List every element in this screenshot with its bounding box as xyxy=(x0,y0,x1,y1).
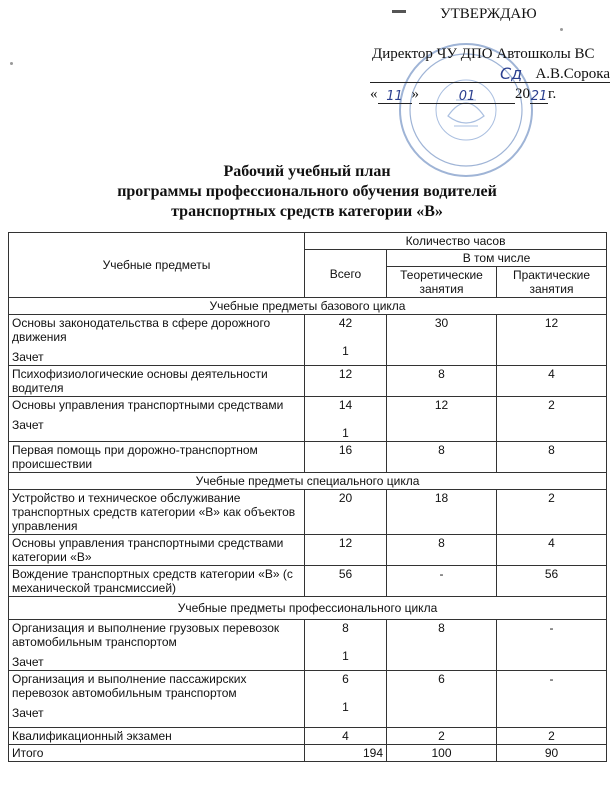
totals-label: Итого xyxy=(9,745,305,762)
table-row xyxy=(9,566,607,597)
practice-cell: 2 xyxy=(497,397,607,442)
practice-cell: 2 xyxy=(497,728,607,745)
header-subjects: Учебные предметы xyxy=(9,233,305,298)
total-value: 42 xyxy=(338,316,353,330)
credit-value: 1 xyxy=(342,344,349,358)
scan-dot xyxy=(10,62,13,65)
title-line-2: программы профессионального обучения водителей xyxy=(117,183,497,200)
practice-cell: 8 xyxy=(497,442,607,473)
section-row xyxy=(9,473,607,490)
practice-cell: 56 xyxy=(497,566,607,597)
date-year-unit: г. xyxy=(548,86,557,102)
theory-cell: 30 xyxy=(387,315,497,366)
scan-dot xyxy=(560,28,563,31)
title-line-1: Рабочий учебный план xyxy=(223,163,391,180)
totals-theory: 100 xyxy=(387,745,497,762)
handwritten-signature: Сд xyxy=(500,64,523,83)
total-cell: 12 xyxy=(305,535,387,566)
theory-cell: 12 xyxy=(387,397,497,442)
total-cell xyxy=(305,671,387,728)
approval-date: « 11 » 01 2021г. xyxy=(370,86,557,104)
document-title xyxy=(0,162,614,222)
subject-cell xyxy=(9,315,305,366)
theory-cell: 8 xyxy=(387,366,497,397)
header-hours: Количество часов xyxy=(305,233,607,250)
subject-cell xyxy=(9,671,305,728)
subject-cell xyxy=(9,397,305,442)
subject-cell: Вождение транспортных средств категории «В» (с механической трансмиссией) xyxy=(9,566,305,597)
credit-value: 1 xyxy=(342,649,349,663)
subject-cell: Устройство и техническое обслуживание транспортных средств категории «В» как объектов управления xyxy=(9,490,305,535)
totals-row xyxy=(9,745,607,762)
section-professional: Учебные предметы профессионального цикла xyxy=(9,597,607,620)
total-value: 6 xyxy=(342,672,349,686)
credit-label: Зачет xyxy=(12,350,44,364)
practice-cell: - xyxy=(497,620,607,671)
total-cell xyxy=(305,315,387,366)
scan-mark xyxy=(392,10,406,13)
subject-cell: Первая помощь при дорожно-транспортном происшествии xyxy=(9,442,305,473)
theory-cell: 8 xyxy=(387,442,497,473)
date-month: 01 xyxy=(419,87,515,104)
table-row xyxy=(9,397,607,442)
total-cell: 56 xyxy=(305,566,387,597)
approval-word: УТВЕРЖДАЮ xyxy=(440,6,537,22)
practice-cell: 2 xyxy=(497,490,607,535)
header-theory: Теоретические занятия xyxy=(387,267,497,298)
credit-value: 1 xyxy=(342,426,349,440)
subject-cell: Квалификационный экзамен xyxy=(9,728,305,745)
subject-name: Организация и выполнение пассажирских перевозок автомобильным транспортом xyxy=(12,672,247,700)
credit-value: 1 xyxy=(342,700,349,714)
total-cell: 4 xyxy=(305,728,387,745)
practice-cell: 4 xyxy=(497,535,607,566)
credit-label: Зачет xyxy=(12,418,44,432)
subject-cell: Основы управления транспортными средствами категории «В» xyxy=(9,535,305,566)
table-row xyxy=(9,366,607,397)
total-cell: 12 xyxy=(305,366,387,397)
practice-cell: 12 xyxy=(497,315,607,366)
theory-cell: 8 xyxy=(387,535,497,566)
subject-cell: Психофизиологические основы деятельности водителя xyxy=(9,366,305,397)
header-row xyxy=(9,233,607,250)
theory-cell: 18 xyxy=(387,490,497,535)
practice-cell: 4 xyxy=(497,366,607,397)
section-row xyxy=(9,597,607,620)
table-row xyxy=(9,315,607,366)
subject-cell xyxy=(9,620,305,671)
signature-line xyxy=(370,64,610,83)
total-value: 8 xyxy=(342,621,349,635)
credit-label: Зачет xyxy=(12,655,44,669)
date-day: 11 xyxy=(378,87,412,104)
theory-cell: - xyxy=(387,566,497,597)
title-line-3: транспортных средств категории «В» xyxy=(171,203,443,220)
date-year-prefix: 20 xyxy=(515,86,530,102)
table-row xyxy=(9,671,607,728)
total-cell: 20 xyxy=(305,490,387,535)
table-row xyxy=(9,442,607,473)
header-including: В том числе xyxy=(387,250,607,267)
total-cell xyxy=(305,620,387,671)
credit-label: Зачет xyxy=(12,706,44,720)
signer-name: А.В.Сорока xyxy=(535,66,610,82)
section-row xyxy=(9,298,607,315)
totals-practice: 90 xyxy=(497,745,607,762)
table-row xyxy=(9,728,607,745)
subject-name: Организация и выполнение грузовых перевозок автомобильным транспортом xyxy=(12,621,280,649)
totals-total: 194 xyxy=(305,745,387,762)
subject-name: Основы законодательства в сфере дорожного движения xyxy=(12,316,271,344)
practice-cell: - xyxy=(497,671,607,728)
subject-name: Основы управления транспортными средствами xyxy=(12,398,284,412)
table-row xyxy=(9,620,607,671)
theory-cell: 2 xyxy=(387,728,497,745)
table-row xyxy=(9,535,607,566)
header-practice: Практические занятия xyxy=(497,267,607,298)
curriculum-table xyxy=(8,232,607,762)
section-base: Учебные предметы базового цикла xyxy=(9,298,607,315)
total-value: 14 xyxy=(338,398,353,412)
header-total: Всего xyxy=(305,250,387,298)
theory-cell: 8 xyxy=(387,620,497,671)
table-row xyxy=(9,490,607,535)
theory-cell: 6 xyxy=(387,671,497,728)
date-year: 21 xyxy=(530,89,548,104)
approval-position: Директор ЧУ ДПО Автошколы ВС xyxy=(372,46,595,62)
section-special: Учебные предметы специального цикла xyxy=(9,473,607,490)
total-cell xyxy=(305,397,387,442)
total-cell: 16 xyxy=(305,442,387,473)
